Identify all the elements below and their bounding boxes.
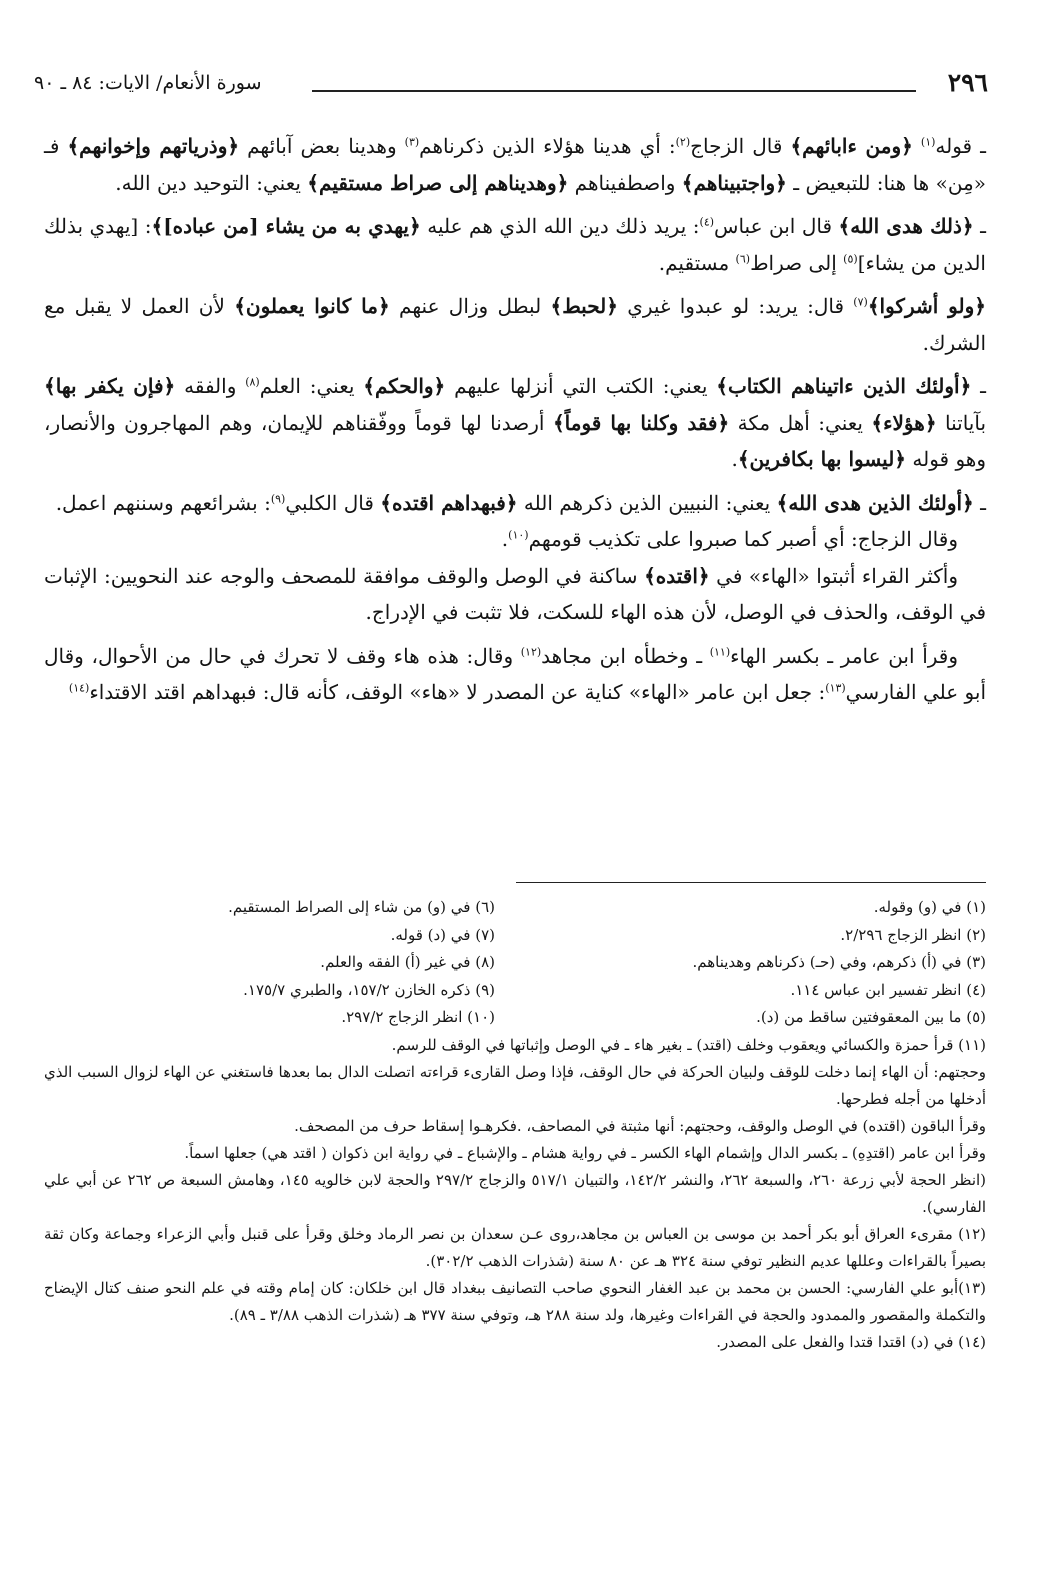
footnote: (١٤) في (د) اقتدا قتدا والفعل على المصدر. bbox=[716, 1332, 986, 1351]
footnote: (٣) في (أ) ذكرهم، وفي (حـ) ذكرناهم وهديناهم. bbox=[692, 953, 986, 971]
paragraph: ـ ﴿ذلك هدى الله﴾ قال ابن عباس$^{(٤)}$: يريد ذلك دين الله الذي هم عليه ﴿يهدي به من يشاء [من عباده]﴾: [يهدي بذلك الدين من يشاء]$^{(٥)}$ إلى صراط$^{(٦)}$ مستقيم. bbox=[44, 214, 986, 275]
page-number: ٢٩٦ bbox=[947, 68, 988, 97]
paragraph: ـ ﴿أولئك الذين هدى الله﴾ يعني: النبيين الذين ذكرهم الله ﴿فبهداهم اقتده﴾ قال الكلبي$^{(٩)}$: بشرائعهم وسننهم اعمل. bbox=[55, 490, 986, 515]
footnote-marker: (٩) bbox=[270, 491, 286, 505]
page-header bbox=[34, 68, 988, 98]
footnote-marker: (١١) bbox=[709, 644, 731, 658]
footnote-continuation: وحجتهم: أن الهاء إنما دخلت للوقف ولبيان الحركة في حال الوقف، فإذا وصل القارىء قراءته اتصلت الدال بما بعدها فاستغني عن الهاء لزوال السبب الذي أدخلها من أجله فطرحها. bbox=[44, 1062, 986, 1108]
footnote: (٨) في غير (أ) الفقه والعلم. bbox=[320, 953, 495, 971]
quran-phrase: ﴿يهدي به من يشاء [من عباده]﴾ bbox=[151, 214, 421, 238]
footnote-continuation: وقرأ ابن عامر (اقتدِهِ) ـ بكسر الدال وإشمام الهاء الكسر ـ في رواية هشام ـ والإشباع ـ في رواية ابن ذكوان ( اقتد هي) جعلها اسماً. bbox=[184, 1143, 986, 1162]
quran-phrase: ﴿ولو أشركوا﴾ bbox=[867, 294, 986, 318]
quran-phrase: ﴿وذرياتهم وإخوانهم﴾ bbox=[67, 134, 240, 158]
footnote-marker: (٨) bbox=[245, 375, 260, 389]
quran-phrase: ﴿ومن ءابائهم﴾ bbox=[790, 134, 913, 158]
quran-phrase: ﴿اقتده﴾ bbox=[644, 563, 710, 588]
paragraph: ـ قوله$^{(١)}$ ﴿ومن ءابائهم﴾ قال الزجاج$^{(٢)}$: أي هدينا هؤلاء الذين ذكرناهم$^{(٣)}$ وهدينا بعض آبائهم ﴿وذرياتهم وإخوانهم﴾ فـ «مِن» ها هنا: للتبعيض ـ ﴿واجتبيناهم﴾ واصطفيناهم ﴿وهديناهم إلى صراط مستقيم﴾ يعني: التوحيد دين الله. bbox=[44, 134, 987, 195]
footnote-marker: (٣) bbox=[404, 135, 420, 149]
footnote-marker: (١٤) bbox=[68, 681, 90, 695]
quran-phrase: ﴿أولئك الذين هدى الله﴾ bbox=[776, 490, 974, 515]
quran-phrase: ﴿والحكم﴾ bbox=[363, 374, 446, 398]
footnote: (٤) انظر تفسير ابن عباس ١١٤. bbox=[790, 980, 986, 999]
main-text bbox=[44, 128, 986, 711]
footnote: (٩) ذكره الخازن ١٥٧/٢، والطبري ١٧٥/٧. bbox=[243, 980, 495, 999]
footnote: (١) في (و) وقوله. bbox=[873, 898, 986, 916]
quran-phrase: ﴿وهديناهم إلى صراط مستقيم﴾ bbox=[307, 170, 569, 195]
footnotes bbox=[44, 894, 986, 1356]
quran-phrase: ﴿ذلك هدى الله﴾ bbox=[838, 214, 974, 238]
running-title: سورة الأنعام/ الايات: ٨٤ ـ ٩٠ bbox=[34, 72, 262, 94]
footnote-marker: (٢) bbox=[675, 135, 691, 149]
quran-phrase: ﴿لحبط﴾ bbox=[550, 294, 618, 318]
footnote-separator bbox=[516, 882, 986, 883]
quran-phrase: ﴿ليسوا بها بكافرين﴾ bbox=[737, 447, 907, 471]
quran-phrase: ﴿ما كانوا يعملون﴾ bbox=[234, 294, 390, 318]
footnote: (١٣)أبو علي الفارسي: الحسن بن محمد بن عبد الغفار النحوي صاحب التصانيف ببغداد قال ابن خلكان: كان إمام وقته في علم النحو صنف كتال الإيضاح والتكملة والمقصور والممدود والحجة في القراءات وغيرها، ولد سنة ٢٨٨ هـ، وتوفي سنة ٣٧٧ هـ (شذرات الذهب ٣/٨٨ ـ ٨٩). bbox=[44, 1278, 986, 1324]
footnote-marker: (١٠) bbox=[508, 528, 529, 542]
header-rule bbox=[312, 90, 916, 92]
quran-phrase: ﴿هؤلاء﴾ bbox=[871, 410, 937, 435]
footnote-marker: (٧) bbox=[853, 295, 868, 309]
quran-phrase: ﴿فقد وكلنا بها قوماً﴾ bbox=[552, 410, 730, 435]
footnote-marker: (٤) bbox=[699, 215, 715, 229]
footnote: (٧) في (د) قوله. bbox=[390, 925, 495, 944]
paragraph: ﴿ولو أشركوا﴾$^{(٧)}$ قال: يريد: لو عبدوا غيري ﴿لحبط﴾ لبطل وزال عنهم ﴿ما كانوا يعملون﴾ لأن العمل لا يقبل مع الشرك. bbox=[44, 294, 986, 355]
paragraph: وأكثر القراء أثبتوا «الهاء» في ﴿اقتده﴾ ساكنة في الوصل والوقف موافقة للمصحف والوجه عند النحويين: الإثبات في الوقف، والحذف في الوصل، لأن هذه الهاء للسكت، فلا تثبت في الإدراج. bbox=[44, 563, 986, 624]
footnote: (٢) انظر الزجاج ٢/٢٩٦. bbox=[840, 925, 986, 944]
footnote: (١١) قرأ حمزة والكسائي ويعقوب وخلف (اقتد) ـ بغير هاء ـ في الوصل وإثباتها في الوقف للرسم. bbox=[391, 1035, 986, 1054]
quran-phrase: ﴿فبهداهم اقتده﴾ bbox=[380, 490, 518, 515]
footnote-marker: (٥) bbox=[843, 251, 858, 265]
quran-phrase: ﴿واجتبيناهم﴾ bbox=[681, 170, 787, 195]
paragraph: وقرأ ابن عامر ـ بكسر الهاء$^{(١١)}$ ـ وخطأه ابن مجاهد$^{(١٢)}$ وقال: هذه هاء وقف لا تحرك في حال من الأحوال، وقال أبو علي الفارسي$^{(١٣)}$: جعل ابن عامر «الهاء» كناية عن المصدر لا «هاء» الوقف، كأنه قال: فبهداهم اقتد الاقتداء$^{(١٤)}$ bbox=[44, 643, 986, 704]
quran-phrase: ﴿فإن يكفر بها﴾ bbox=[44, 374, 176, 398]
footnote: (٦) في (و) من شاء إلى الصراط المستقيم. bbox=[228, 898, 495, 916]
footnote-marker: (١) bbox=[920, 135, 936, 149]
footnote: (١٢) مقرىء العراق أبو بكر أحمد بن موسى بن العباس بن مجاهد،روى عـن سعدان بن نصر الرماد وخلق وقرأ على قنبل وأبي الزعراء وجماعة وكان ثقة بصيراً بالقراءات وعللها عديم النظير توفي سنة ٣٢٤ هـ عن ٨٠ سنة (شذرات الذهب ٣٠٢/٢). bbox=[44, 1224, 986, 1270]
footnote-marker: (١٣) bbox=[825, 681, 846, 695]
footnote-continuation: (انظر الحجة لأبي زرعة ٢٦٠، والسبعة ٢٦٢، والنشر ١٤٢/٢، والتبيان ٥١٧/١ والزجاج ٢٩٧/٢ والحجة لابن خالويه ١٤٥، وهامش السبعة ص ٢٦٢ عن أبي علي الفارسي). bbox=[44, 1170, 987, 1216]
footnote: (٥) ما بين المعقوفتين ساقط من (د). bbox=[756, 1008, 986, 1026]
footnote-continuation: وقرأ الباقون (اقتده) في الوصل والوقف، وحجتهم: أنها مثبتة في المصاحف، .فكرهـوا إسقاط حرف من المصحف. bbox=[294, 1116, 986, 1135]
paragraph: وقال الزجاج: أي أصبر كما صبروا على تكذيب قومهم$^{(١٠)}$. bbox=[501, 527, 958, 551]
paragraph: ـ ﴿أولئك الذين ءاتيناهم الكتاب﴾ يعني: الكتب التي أنزلها عليهم ﴿والحكم﴾ يعني: العلم$^{(٨)}$ والفقه ﴿فإن يكفر بها﴾ بآياتنا ﴿هؤلاء﴾ يعني: أهل مكة ﴿فقد وكلنا بها قوماً﴾ أرصدنا لها قوماً ووفّقناهم للإيمان، وهم المهاجرون والأنصار، وهو قوله ﴿ليسوا بها بكافرين﴾. bbox=[44, 374, 987, 471]
footnote-marker: (٦) bbox=[735, 251, 751, 265]
footnotes-short bbox=[44, 894, 986, 1032]
footnote: (١٠) انظر الزجاج ٢٩٧/٢. bbox=[341, 1008, 495, 1026]
footnote-marker: (١٢) bbox=[520, 644, 542, 658]
quran-phrase: ﴿أولئك الذين ءاتيناهم الكتاب﴾ bbox=[716, 374, 972, 398]
